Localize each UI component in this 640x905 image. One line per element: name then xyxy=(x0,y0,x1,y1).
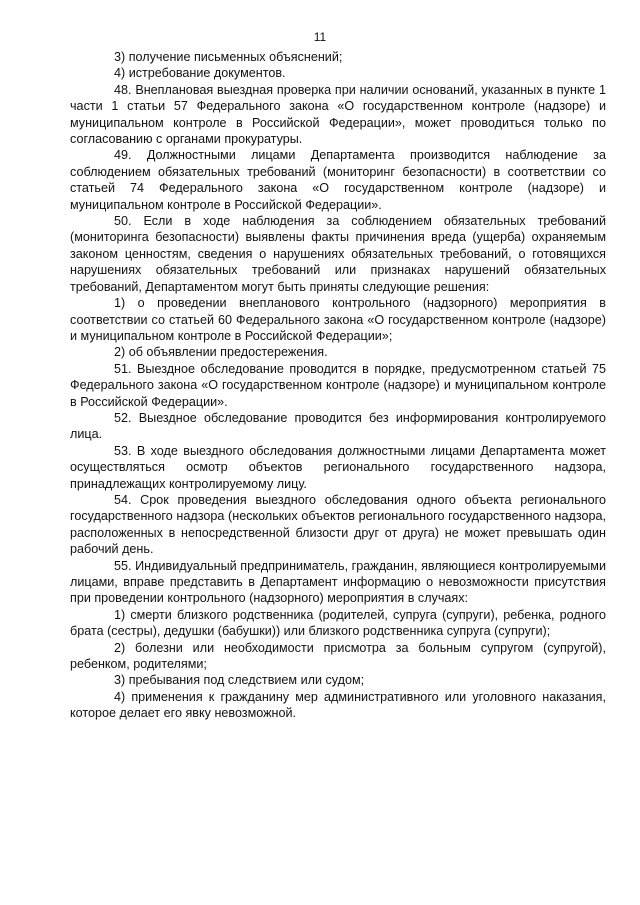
paragraph-48: 48. Внеплановая выездная проверка при наличии оснований, указанных в пункте 1 части 1 статьи 57 Федерального закона «О государственном контроле (надзоре) и муниципальном контроле в Российской Федерации», может проводиться только по согласованию с органами прокуратуры. xyxy=(70,82,606,147)
list-item-document-request: 4) истребование документов. xyxy=(114,66,286,81)
list-item-investigation: 3) пребывания под следствием или судом; xyxy=(114,673,365,688)
list-item-warning: 2) об объявлении предостережения. xyxy=(114,345,328,360)
paragraph-49: 49. Должностными лицами Департамента производится наблюдение за соблюдением обязательных требований (мониторинг безопасности) в соответствии со статьей 74 Федерального закона «О государственном контроле (надзоре) и муниципальном контроле в Российской Федерации». xyxy=(70,148,606,212)
paragraph-54: 54. Срок проведения выездного обследования одного объекта регионального государственного надзора (нескольких объектов регионального государственного надзора, расположенных в непосредственной близости друг от друга) не может превышать один рабочий день. xyxy=(70,492,606,557)
paragraph-53: 53. В ходе выездного обследования должностными лицами Департамента может осуществляться осмотр объектов регионального государственного надзора, принадлежащих контролируемому лицу. xyxy=(70,443,606,491)
paragraph-55: 55. Индивидуальный предприниматель, гражданин, являющиеся контролируемыми лицами, вправе представить в Департамент информацию о невозможности присутствия при проведении контрольного (надзорного) мероприятия в случаях: xyxy=(70,558,606,606)
list-item-unscheduled-inspection: 1) о проведении внепланового контрольного (надзорного) мероприятия в соответствии со статьей 60 Федерального закона «О государственном контроле (надзоре) и муниципальном контроле в Российской Федерации»; xyxy=(70,296,606,343)
paragraph-52: 52. Выездное обследование проводится без информирования контролируемого лица. xyxy=(70,410,606,442)
list-item-illness: 2) болезни или необходимости присмотра за больным супругом (супругой), ребенком, родителями; xyxy=(70,640,606,672)
list-item-death-relative: 1) смерти близкого родственника (родителей, супруга (супруги), ребенка, родного брата (сестры), дедушки (бабушки)) или близкого родственника супруга (супруги); xyxy=(70,607,606,639)
list-item-written-explanations: 3) получение письменных объяснений; xyxy=(114,50,343,64)
paragraph-50: 50. Если в ходе наблюдения за соблюдением обязательных требований (мониторинга безопасности) выявлены факты причинения вреда (ущерба) охраняемым законом ценностям, сведения о нарушениях обязательных требований, о готовящихся нарушениях обязательных требований или признаках нарушений обязательных требований, Департаментом могут быть приняты следующие решения: xyxy=(70,214,606,294)
paragraph-51: 51. Выездное обследование проводится в порядке, предусмотренном статьей 75 Федерального закона «О государственном контроле (надзоре) и муниципальном контроле в Российской Федерации». xyxy=(70,361,606,409)
page-number: 11 xyxy=(313,30,327,44)
document-body xyxy=(70,49,606,722)
list-item-punishment: 4) применения к гражданину мер административного или уголовного наказания, которое делает его явку невозможной. xyxy=(70,689,606,721)
